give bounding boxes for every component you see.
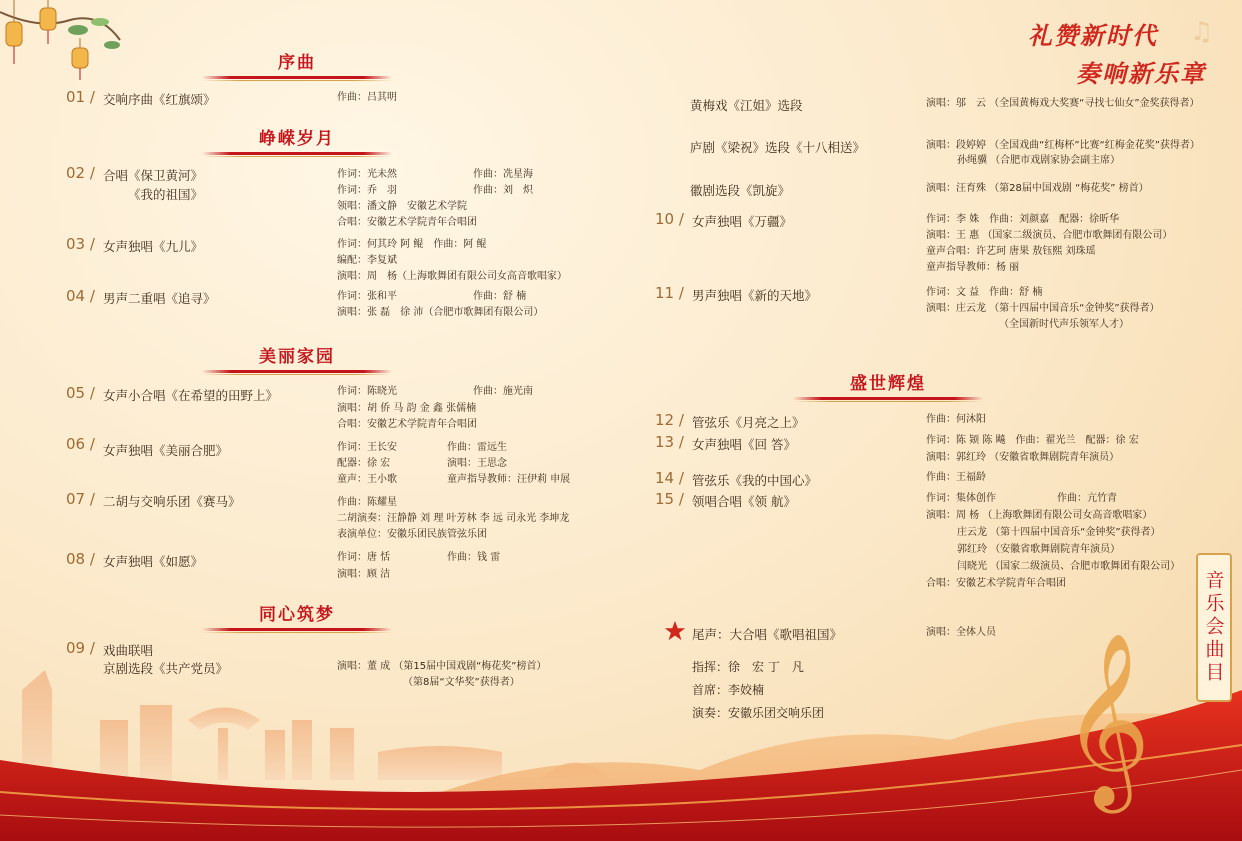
section-title: 序曲	[278, 53, 316, 73]
item-credit: 编配：李复斌	[337, 255, 397, 266]
coda-credit: 演唱：全体人员	[926, 627, 996, 638]
item-credit: 庄云龙 （第十四届中国音乐“金钟奖”获得者）	[957, 527, 1161, 538]
item-credit: 演唱：胡 侨 马 韵 金 鑫 张儒楠	[337, 403, 477, 414]
item-credit: 童声指导教师：汪伊莉 申展	[447, 474, 571, 485]
item-title: 女声独唱《九儿》	[103, 239, 204, 254]
item-credit: （第8届“文华奖”获得者）	[403, 677, 520, 688]
item-number: 06 /	[66, 435, 95, 453]
item-title: 女声小合唱《在希望的田野上》	[103, 388, 279, 403]
section-title: 美丽家园	[259, 347, 335, 367]
item-title: 男声独唱《新的天地》	[692, 288, 818, 303]
treble-clef-icon: 𝄞	[1062, 632, 1151, 806]
item-title: 庐剧《梁祝》选段《十八相送》	[690, 140, 866, 155]
item-credit: 演唱：郭红玲 （安徽省歌舞剧院青年演员）	[926, 452, 1120, 463]
side-tab-label: 音乐会曲目	[1202, 570, 1225, 685]
section-header-beautiful-home	[202, 342, 392, 375]
item-credit: 作词：唐 恬	[337, 552, 391, 563]
item-credit: 作词：陈晓光	[337, 386, 397, 397]
item-title: 黄梅戏《江姐》选段	[690, 98, 803, 113]
item-title: 二胡与交响乐团《赛马》	[103, 494, 241, 509]
item-credit: 作曲：施光南	[473, 386, 533, 397]
conductor: 指挥：徐 宏 丁 凡	[692, 660, 804, 674]
item-credit: 作词：光未然	[337, 169, 397, 180]
item-credit: 演唱：邬 云 （全国黄梅戏大奖赛“寻找七仙女”金奖获得者）	[926, 98, 1200, 109]
item-title: 男声二重唱《追寻》	[103, 291, 216, 306]
item-title: 交响序曲《红旗颂》	[103, 92, 216, 107]
section-header-shared-dream	[202, 600, 392, 633]
item-credit: 作曲：钱 雷	[447, 552, 501, 563]
star-icon	[664, 620, 686, 642]
item-title: 徽剧选段《凯旋》	[690, 183, 791, 198]
item-credit: 作词：乔 羽	[337, 185, 397, 196]
item-number: 07 /	[66, 490, 95, 508]
item-number: 09 /	[66, 639, 95, 657]
item-credit: 演唱：周 杨（上海歌舞团有限公司女高音歌唱家）	[337, 271, 567, 282]
item-credit: 作词：张和平	[337, 291, 397, 302]
orchestra: 演奏：安徽乐团交响乐团	[692, 706, 825, 720]
item-credit: 作词：何其玲 阿 鲲 作曲：阿 鲲	[337, 239, 487, 250]
item-number: 05 /	[66, 384, 95, 402]
item-credit: 作曲：舒 楠	[473, 291, 527, 302]
item-credit: 童声：王小歌	[337, 474, 397, 485]
item-title: 女声独唱《回 答》	[692, 437, 796, 452]
item-number: 14 /	[655, 469, 684, 487]
item-credit: 演唱：庄云龙 （第十四届中国音乐“金钟奖”获得者）	[926, 303, 1160, 314]
item-credit: 作曲：雷远生	[447, 442, 507, 453]
concertmaster: 首席：李姣楠	[692, 683, 765, 697]
item-number: 08 /	[66, 550, 95, 568]
item-number: 13 /	[655, 433, 684, 451]
slogan-line-2: 奏响新乐章	[1076, 59, 1206, 88]
item-credit: 演唱：王 惠 （国家二级演员、合肥市歌舞团有限公司）	[926, 230, 1173, 241]
item-credit: 合唱：安徽艺术学院青年合唱团	[337, 419, 477, 430]
item-credit: 作曲：王福龄	[926, 472, 986, 483]
item-credit: 作曲：陈耀星	[337, 497, 397, 508]
item-number: 10 /	[655, 210, 684, 228]
item-credit: 演唱：王思念	[447, 458, 507, 469]
item-credit: 作词：陈 颎 陈 飚 作曲：翟光兰 配器：徐 宏	[926, 435, 1139, 446]
section-header-overture	[202, 48, 392, 81]
item-credit: 作词：集体创作	[926, 493, 996, 504]
item-title: 女声独唱《美丽合肥》	[103, 443, 229, 458]
item-credit: 郭红玲 （安徽省歌舞剧院青年演员）	[957, 544, 1121, 555]
section-header-prosperous-era	[793, 369, 983, 402]
item-credit: 演唱：汪育殊 （第28届中国戏剧 “梅花奖” 榜首）	[926, 183, 1149, 194]
item-number: 02 /	[66, 164, 95, 182]
item-credit: 配器：徐 宏	[337, 458, 391, 469]
item-credit: 二胡演奏：汪静静 刘 理 叶芳林 李 远 司永光 李坤龙	[337, 513, 570, 524]
item-title-2: 京剧选段《共产党员》	[103, 661, 229, 676]
section-header-glorious-years	[202, 124, 392, 157]
item-number: 15 /	[655, 490, 684, 508]
item-credit: 作曲：亢竹青	[1057, 493, 1117, 504]
item-credit: 作词：李 姝 作曲：刘颜嘉 配器：徐昕华	[926, 214, 1120, 225]
item-credit: 合唱：安徽艺术学院青年合唱团	[926, 578, 1066, 589]
item-credit: 作曲：刘 炽	[473, 185, 533, 196]
section-title: 同心筑梦	[259, 605, 335, 625]
item-credit: 领唱：潘文静 安徽艺术学院	[337, 201, 467, 212]
lantern-decoration	[0, 0, 120, 80]
item-credit: 童声指导教师：杨 丽	[926, 262, 1020, 273]
item-title: 女声独唱《万疆》	[692, 214, 793, 229]
item-credit: 表演单位：安徽乐团民族管弦乐团	[337, 529, 487, 540]
item-credit: 演唱：张 磊 徐 沛（合肥市歌舞团有限公司）	[337, 307, 544, 318]
item-credit: 闫晓光 （国家二级演员、合肥市歌舞团有限公司）	[957, 561, 1181, 572]
item-credit: 作词：王长安	[337, 442, 397, 453]
item-credit: 演唱：董 成 （第15届中国戏剧“梅花奖”榜首）	[337, 661, 547, 672]
item-title: 管弦乐《月亮之上》	[692, 415, 805, 430]
item-credit: 童声合唱：许艺珂 唐果 敖钰熙 刘珠瑶	[926, 246, 1096, 257]
item-credit: 作词：文 益 作曲：舒 楠	[926, 287, 1043, 298]
item-number: 12 /	[655, 411, 684, 429]
side-tab	[1196, 553, 1232, 702]
city-skyline	[22, 670, 610, 780]
section-title: 峥嵘岁月	[259, 129, 335, 149]
item-number: 04 /	[66, 287, 95, 305]
section-title: 盛世辉煌	[850, 374, 926, 394]
coda-title: 尾声：大合唱《歌唱祖国》	[692, 627, 843, 642]
item-title: 戏曲联唱	[103, 643, 154, 658]
svg-text:♫: ♫	[1190, 17, 1214, 47]
item-title: 合唱《保卫黄河》	[103, 168, 204, 183]
item-credit: 孙绳骥 （合肥市戏剧家协会副主席）	[957, 155, 1121, 166]
item-credit: 作曲：冼星海	[473, 169, 533, 180]
item-credit: 演唱：段婷婷 （全国戏曲“红梅杯”比赛“红梅金花奖”获得者）	[926, 140, 1200, 151]
item-credit: 演唱：周 杨 （上海歌舞团有限公司女高音歌唱家）	[926, 510, 1153, 521]
item-title: 女声独唱《如愿》	[103, 554, 204, 569]
item-credit: 演唱：顾 洁	[337, 569, 391, 580]
item-number: 03 /	[66, 235, 95, 253]
item-credit: 合唱：安徽艺术学院青年合唱团	[337, 217, 477, 228]
item-credit: （全国新时代声乐领军人才）	[999, 319, 1129, 330]
item-title: 领唱合唱《领 航》	[692, 494, 796, 509]
item-title-2: 《我的祖国》	[128, 187, 204, 202]
item-number: 01 /	[66, 88, 95, 106]
item-title: 管弦乐《我的中国心》	[692, 473, 818, 488]
item-credit: 作曲：吕其明	[337, 92, 397, 103]
slogan-line-1: 礼赞新时代	[1028, 21, 1158, 50]
item-number: 11 /	[655, 284, 684, 302]
item-credit: 作曲：何沐阳	[926, 414, 986, 425]
